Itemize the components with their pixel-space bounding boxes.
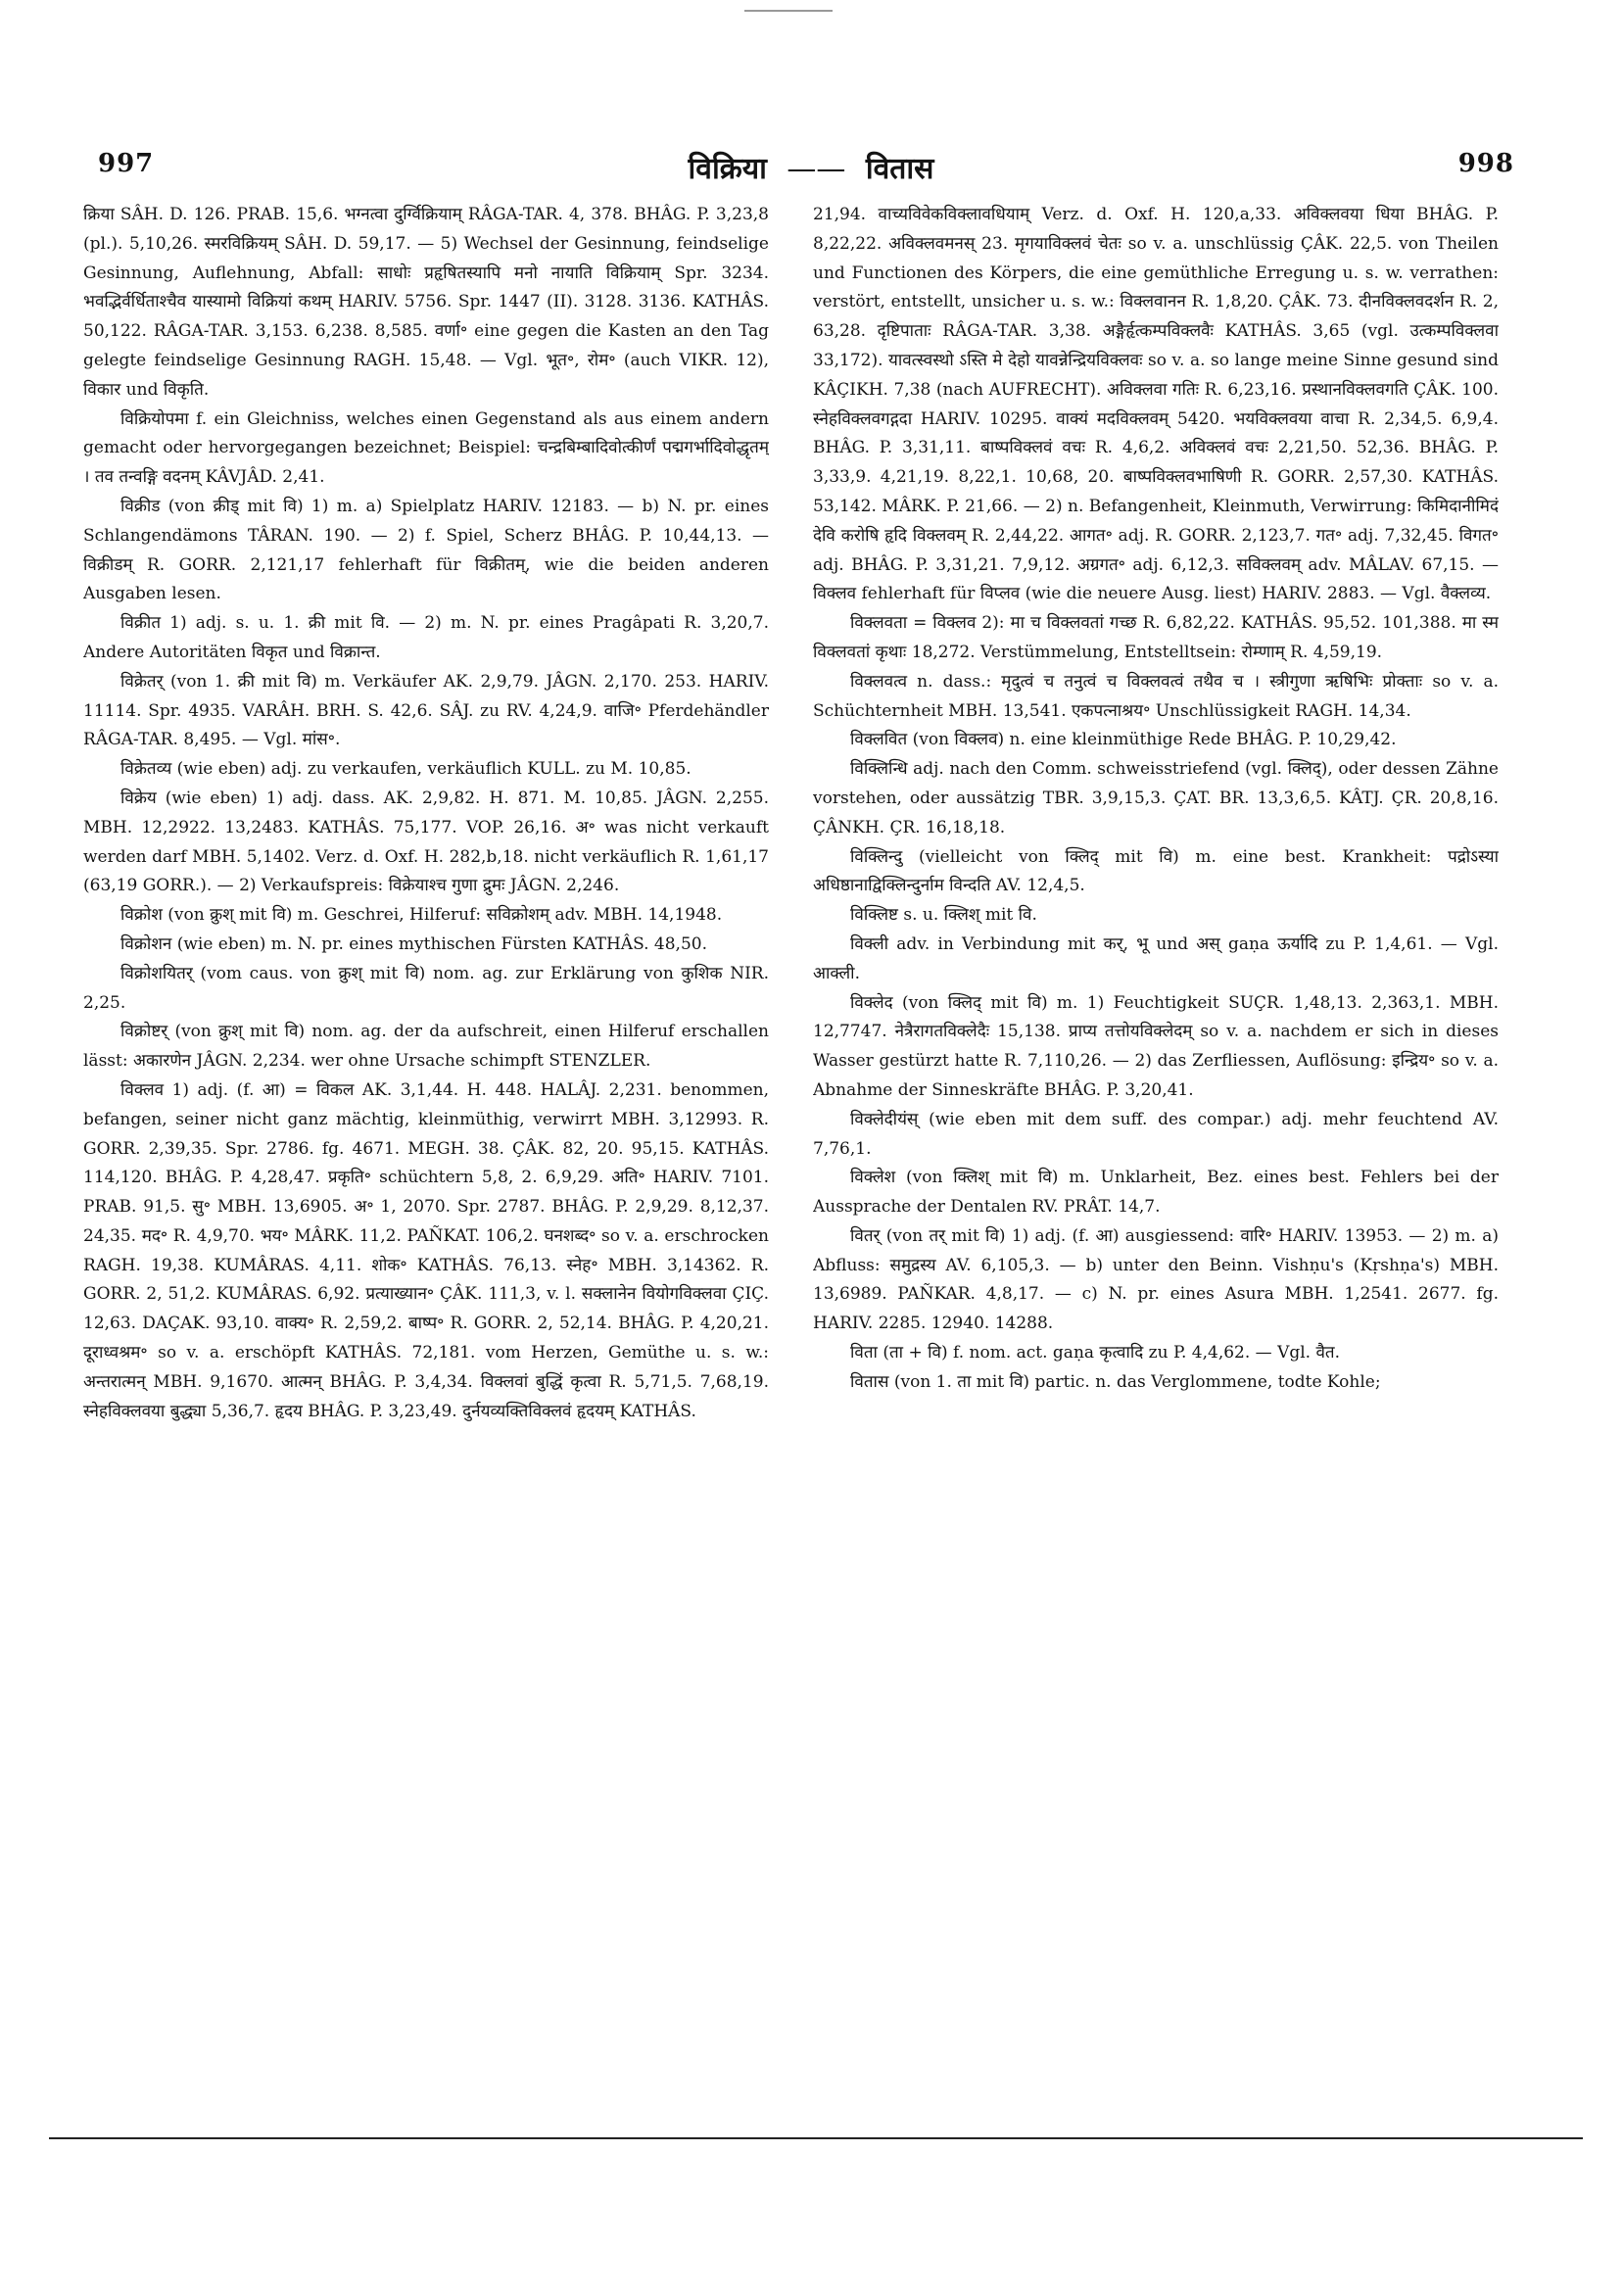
dictionary-entry: विक्रेतव्य (wie eben) adj. zu verkaufen, verkäuflich KULL. zu M. 10,85.	[120, 759, 692, 780]
left-column	[83, 201, 769, 2062]
dictionary-entry: विक्लेदीयंस् (wie eben mit dem suff. des compar.) adj. mehr feuchtend AV. 7,76,1.	[813, 1109, 1499, 1159]
page-header	[78, 147, 1544, 186]
dictionary-entry: विक्रीत 1) adj. s. u. 1. क्री mit वि. — 2) m. N. pr. eines Pragâpati R. 3,20,7. Andere Autoritäten विकृत und विक्रान्त.	[83, 613, 769, 662]
dictionary-entry: विक्रियोपमा f. ein Gleichniss, welches einen Gegenstand als aus einem andern gemacht oder hervorgegangen bezeichnet; Beispiel: चन्द्रबिम्बादिवोत्कीर्णं पद्मगर्भादिवोद्धृतम् । तव तन्वङ्गि वदनम् KÂVJÂD. 2,41.	[83, 408, 769, 488]
dictionary-entry: 21,94. वाच्यविवेकविक्लावधियाम् Verz. d. Oxf. H. 120,a,33. अविक्लवया धिया BHÂG. P. 8,22,22. अविक्लवमनस् 23. मृगयाविक्लवं चेतः so v. a. unschlüssig ÇÂK. 22,5. von Theilen und Functionen des Körpers, die eine gemüthliche Erregung u. s. w. verrathen: verstört, entstellt, unsicher u. s. w.: विक्लवानन R. 1,8,20. ÇÂK. 73. दीनविक्लवदर्शन R. 2, 63,28. दृष्टिपाताः RÂGA-TAR. 3,38. अङ्गैर्हृत्कम्पविक्लवैः KATHÂS. 3,65 (vgl. उत्कम्पविक्लवा 33,172). यावत्स्वस्थो ऽस्ति मे देहो यावन्नेन्द्रियविक्लवः so v. a. so lange meine Sinne gesund sind KÂÇIKH. 7,38 (nach AUFRECHT). अविक्लवा गतिः R. 6,23,16. प्रस्थानविक्लवगति ÇÂK. 100. स्नेहविक्लवगद्गदा HARIV. 10295. वाक्यं मदविक्लवम् 5420. भयविक्लवया वाचा R. 2,34,5. 6,9,4. BHÂG. P. 3,31,11. बाष्पविक्लवं वचः R. 4,6,2. अविक्लवं वचः 2,21,50. 52,36. BHÂG. P. 3,33,9. 4,21,19. 8,22,1. 10,68, 20. बाष्पविक्लवभाषिणी R. GORR. 2,57,30. KATHÂS. 53,142. MÂRK. P. 21,66. — 2) n. Befangenheit, Kleinmuth, Verwirrung: किमिदानीमिदं देवि करोषि हृदि विक्लवम् R. 2,44,22. आगत॰ adj. R. GORR. 2,123,7. गत॰ adj. 7,32,45. विगत॰ adj. BHÂG. P. 3,31,21. 7,9,12. अग्रगत॰ adj. 6,12,3. सविक्लवम् adv. MÂLAV. 67,15. — विक्लव fehlerhaft für विप्लव (wie die neuere Ausg. liest) HARIV. 2883. — Vgl. वैक्लव्य.	[813, 205, 1499, 604]
dictionary-entry: क्रिया SÂH. D. 126. PRAB. 15,6. भग्नत्वा दुर्ग्विक्रियाम् RÂGA-TAR. 4, 378. BHÂG. P. 3,23,8 (pl.). 5,10,26. स्मरविक्रियम् SÂH. D. 59,17. — 5) Wechsel der Gesinnung, feindselige Gesinnung, Auflehnung, Abfall: साधोः प्रहृषितस्यापि मनो नायाति विक्रियाम् Spr. 3234. भवद्भिर्वर्धिताश्चैव यास्यामो विक्रियां कथम् HARIV. 5756. Spr. 1447 (II). 3128. 3136. KATHÂS. 50,122. RÂGA-TAR. 3,153. 6,238. 8,585. वर्णा॰ eine gegen die Kasten an den Tag gelegte feindselige Gesinnung RAGH. 15,48. — Vgl. भूत॰, रोम॰ (auch VIKR. 12), विकार und विकृति.	[83, 205, 769, 400]
running-head-left: विक्रिया	[688, 152, 767, 186]
dictionary-entry: वितर् (von तर् mit वि) 1) adj. (f. आ) ausgiessend: वारि॰ HARIV. 13953. — 2) m. a) Abfluss: समुद्रस्य AV. 6,105,3. — b) unter den Beinn. Vishṇu's (Kṛshṇa's) MBH. 13,6989. PAÑKAR. 4,8,17. — c) N. pr. eines Asura MBH. 1,2541. 2677. fg. HARIV. 2285. 12940. 14288.	[813, 1225, 1499, 1334]
page-number-right: 998	[1457, 149, 1514, 178]
dictionary-entry: विक्लवित (von विक्लव) n. eine kleinmüthige Rede BHÂG. P. 10,29,42.	[850, 730, 1397, 750]
dictionary-entry: विक्लेश (von क्लिश् mit वि) m. Unklarheit, Bez. eines best. Fehlers bei der Aussprache der Dentalen RV. PRÂT. 14,7.	[813, 1168, 1499, 1218]
dictionary-entry: विक्लिन्दु (vielleicht von क्लिद् mit वि) m. eine best. Krankheit: पद्रोऽस्या अधिष्ठानाद्विक्लिन्दुर्नाम विन्दति AV. 12,4,5.	[813, 846, 1499, 896]
dictionary-entry: विक्रेय (wie eben) 1) adj. dass. AK. 2,9,82. H. 871. M. 10,85. JÂGN. 2,255. MBH. 12,2922. 13,2483. KATHÂS. 75,177. VOP. 26,16. अ॰ was nicht verkauft werden darf MBH. 5,1402. Verz. d. Oxf. H. 282,b,18. nicht verkäuflich R. 1,61,17 (63,19 GORR.). — 2) Verkaufspreis: विक्रेयाश्च गुणा द्रुमः JÂGN. 2,246.	[83, 788, 769, 896]
running-head-right: वितास	[865, 152, 934, 186]
dictionary-entry: विक्रोष्टर् (von क्रुश् mit वि) nom. ag. der da aufschreit, einen Hilferuf erschallen lässt: अकारणेन JÂGN. 2,234. wer ohne Ursache schimpft STENZLER.	[83, 1022, 769, 1072]
dictionary-entry: विक्लिष्ट s. u. क्लिश् mit वि.	[850, 905, 1037, 926]
dictionary-entry: विक्लवत्व n. dass.: मृदुत्वं च तनुत्वं च विक्लवत्वं तथैव च । स्त्रीगुणा ऋषिभिः प्रोक्ताः so v. a. Schüchternheit MBH. 13,541. एकपत्नाश्रय॰ Unschlüssigkeit RAGH. 14,34.	[813, 671, 1499, 721]
dictionary-entry: विता (ता + वि) f. nom. act. gaṇa कृत्वादि zu P. 4,4,62. — Vgl. वैत.	[850, 1343, 1341, 1363]
right-column	[813, 201, 1499, 2062]
dictionary-entry: विक्ली adv. in Verbindung mit कर्, भू und अस् gaṇa ऊर्यादि zu P. 1,4,61. — Vgl. आक्ली.	[813, 933, 1499, 983]
running-head	[78, 147, 1544, 187]
dictionary-entry: विक्रोश (von क्रुश् mit वि) m. Geschrei, Hilferuf: सविक्रोशम् adv. MBH. 14,1948.	[120, 905, 723, 926]
dictionary-entry: विक्रोशयितर् (vom caus. von क्रुश् mit वि) nom. ag. zur Erklärung von कुशिक NIR. 2,25.	[83, 963, 769, 1013]
dictionary-entry: वितास (von 1. ता mit वि) partic. n. das Verglommene, todte Kohle;	[850, 1371, 1381, 1392]
page-number-left: 997	[98, 149, 155, 178]
dictionary-entry: विक्लवता = विक्लव 2): मा च विक्लवतां गच्छ R. 6,82,22. KATHÂS. 95,52. 101,388. मा स्म विक्लवतां कृथाः 18,272. Verstümmelung, Entstelltsein: रोम्णाम् R. 4,59,19.	[813, 613, 1499, 662]
dictionary-entry: विक्लव 1) adj. (f. आ) = विकल AK. 3,1,44. H. 448. HALÂJ. 2,231. benommen, befangen, seiner nicht ganz mächtig, kleinmüthig, verwirrt MBH. 3,12993. R. GORR. 2,39,35. Spr. 2786. fg. 4671. MEGH. 38. ÇÂK. 82, 20. 95,15. KATHÂS. 114,120. BHÂG. P. 4,28,47. प्रकृति॰ schüchtern 5,8, 2. 6,9,29. अति॰ HARIV. 7101. PRAB. 91,5. सु॰ MBH. 13,6905. अ॰ 1, 2070. Spr. 2787. BHÂG. P. 2,9,29. 8,12,37. 24,35. मद॰ R. 4,9,70. भय॰ MÂRK. 11,2. PAÑKAT. 106,2. घनशब्द॰ so v. a. erschrocken RAGH. 19,38. KUMÂRAS. 4,11. शोक॰ KATHÂS. 76,13. स्नेह॰ MBH. 3,14362. R. GORR. 2, 51,2. KUMÂRAS. 6,92. प्रत्याख्यान॰ ÇÂK. 111,3, v. l. सक्लानेन वियोगविक्लवा ÇIÇ. 12,63. DAÇAK. 93,10. वाक्य॰ R. 2,59,2. बाष्प॰ R. GORR. 2, 52,14. BHÂG. P. 4,20,21. दूराध्वश्रम॰ so v. a. erschöpft KATHÂS. 72,181. vom Herzen, Gemüthe u. s. w.: अन्तरात्मन् MBH. 9,1670. आत्मन् BHÂG. P. 3,4,34. विक्लवां बुद्धिं कृत्वा R. 5,71,5. 7,68,19. स्नेहविक्लवया बुद्ध्या 5,36,7. हृदय BHÂG. P. 3,23,49. दुर्नयव्यक्तिविक्लवं हृदयम् KATHÂS.	[83, 1079, 769, 1421]
dictionary-entry: विक्रीड (von क्रीड् mit वि) 1) m. a) Spielplatz HARIV. 12183. — b) N. pr. eines Schlangendämons TÂRAN. 190. — 2) f. Spiel, Scherz BHÂG. P. 10,44,13. — विक्रीडम् R. GORR. 2,121,17 fehlerhaft für विक्रीतम्, wie die beiden anderen Ausgaben lesen.	[83, 496, 769, 604]
bottom-rule	[49, 2137, 1583, 2139]
dictionary-entry: विक्लिन्धि adj. nach den Comm. schweisstriefend (vgl. क्लिद्), oder dessen Zähne vorstehen, oder aussätzig TBR. 3,9,15,3. ÇAT. BR. 13,3,6,5. KÂTJ. ÇR. 20,8,16. ÇÂNKH. ÇR. 16,18,18.	[813, 759, 1499, 837]
running-head-dash: ——	[787, 152, 846, 186]
top-rule	[744, 10, 833, 12]
dictionary-entry: विक्रेतर् (von 1. क्री mit वि) m. Verkäufer AK. 2,9,79. JÂGN. 2,170. 253. HARIV. 11114. Spr. 4935. VARÂH. BRH. S. 42,6. SÂJ. zu RV. 4,24,9. वाजि॰ Pferdehändler RÂGA-TAR. 8,495. — Vgl. मांस॰.	[83, 671, 769, 750]
dictionary-entry: विक्लेद (von क्लिद् mit वि) m. 1) Feuchtigkeit SUÇR. 1,48,13. 2,363,1. MBH. 12,7747. नेत्रैरागतविक्लेदैः 15,138. प्राप्य तत्तोयविक्लेदम् so v. a. nachdem er sich in dieses Wasser gestürzt hatte R. 7,110,26. — 2) das Zerfliessen, Auflösung: इन्द्रिय॰ so v. a. Abnahme der Sinneskräfte BHÂG. P. 3,20,41.	[813, 992, 1499, 1100]
dictionary-entry: विक्रोशन (wie eben) m. N. pr. eines mythischen Fürsten KATHÂS. 48,50.	[120, 933, 707, 954]
